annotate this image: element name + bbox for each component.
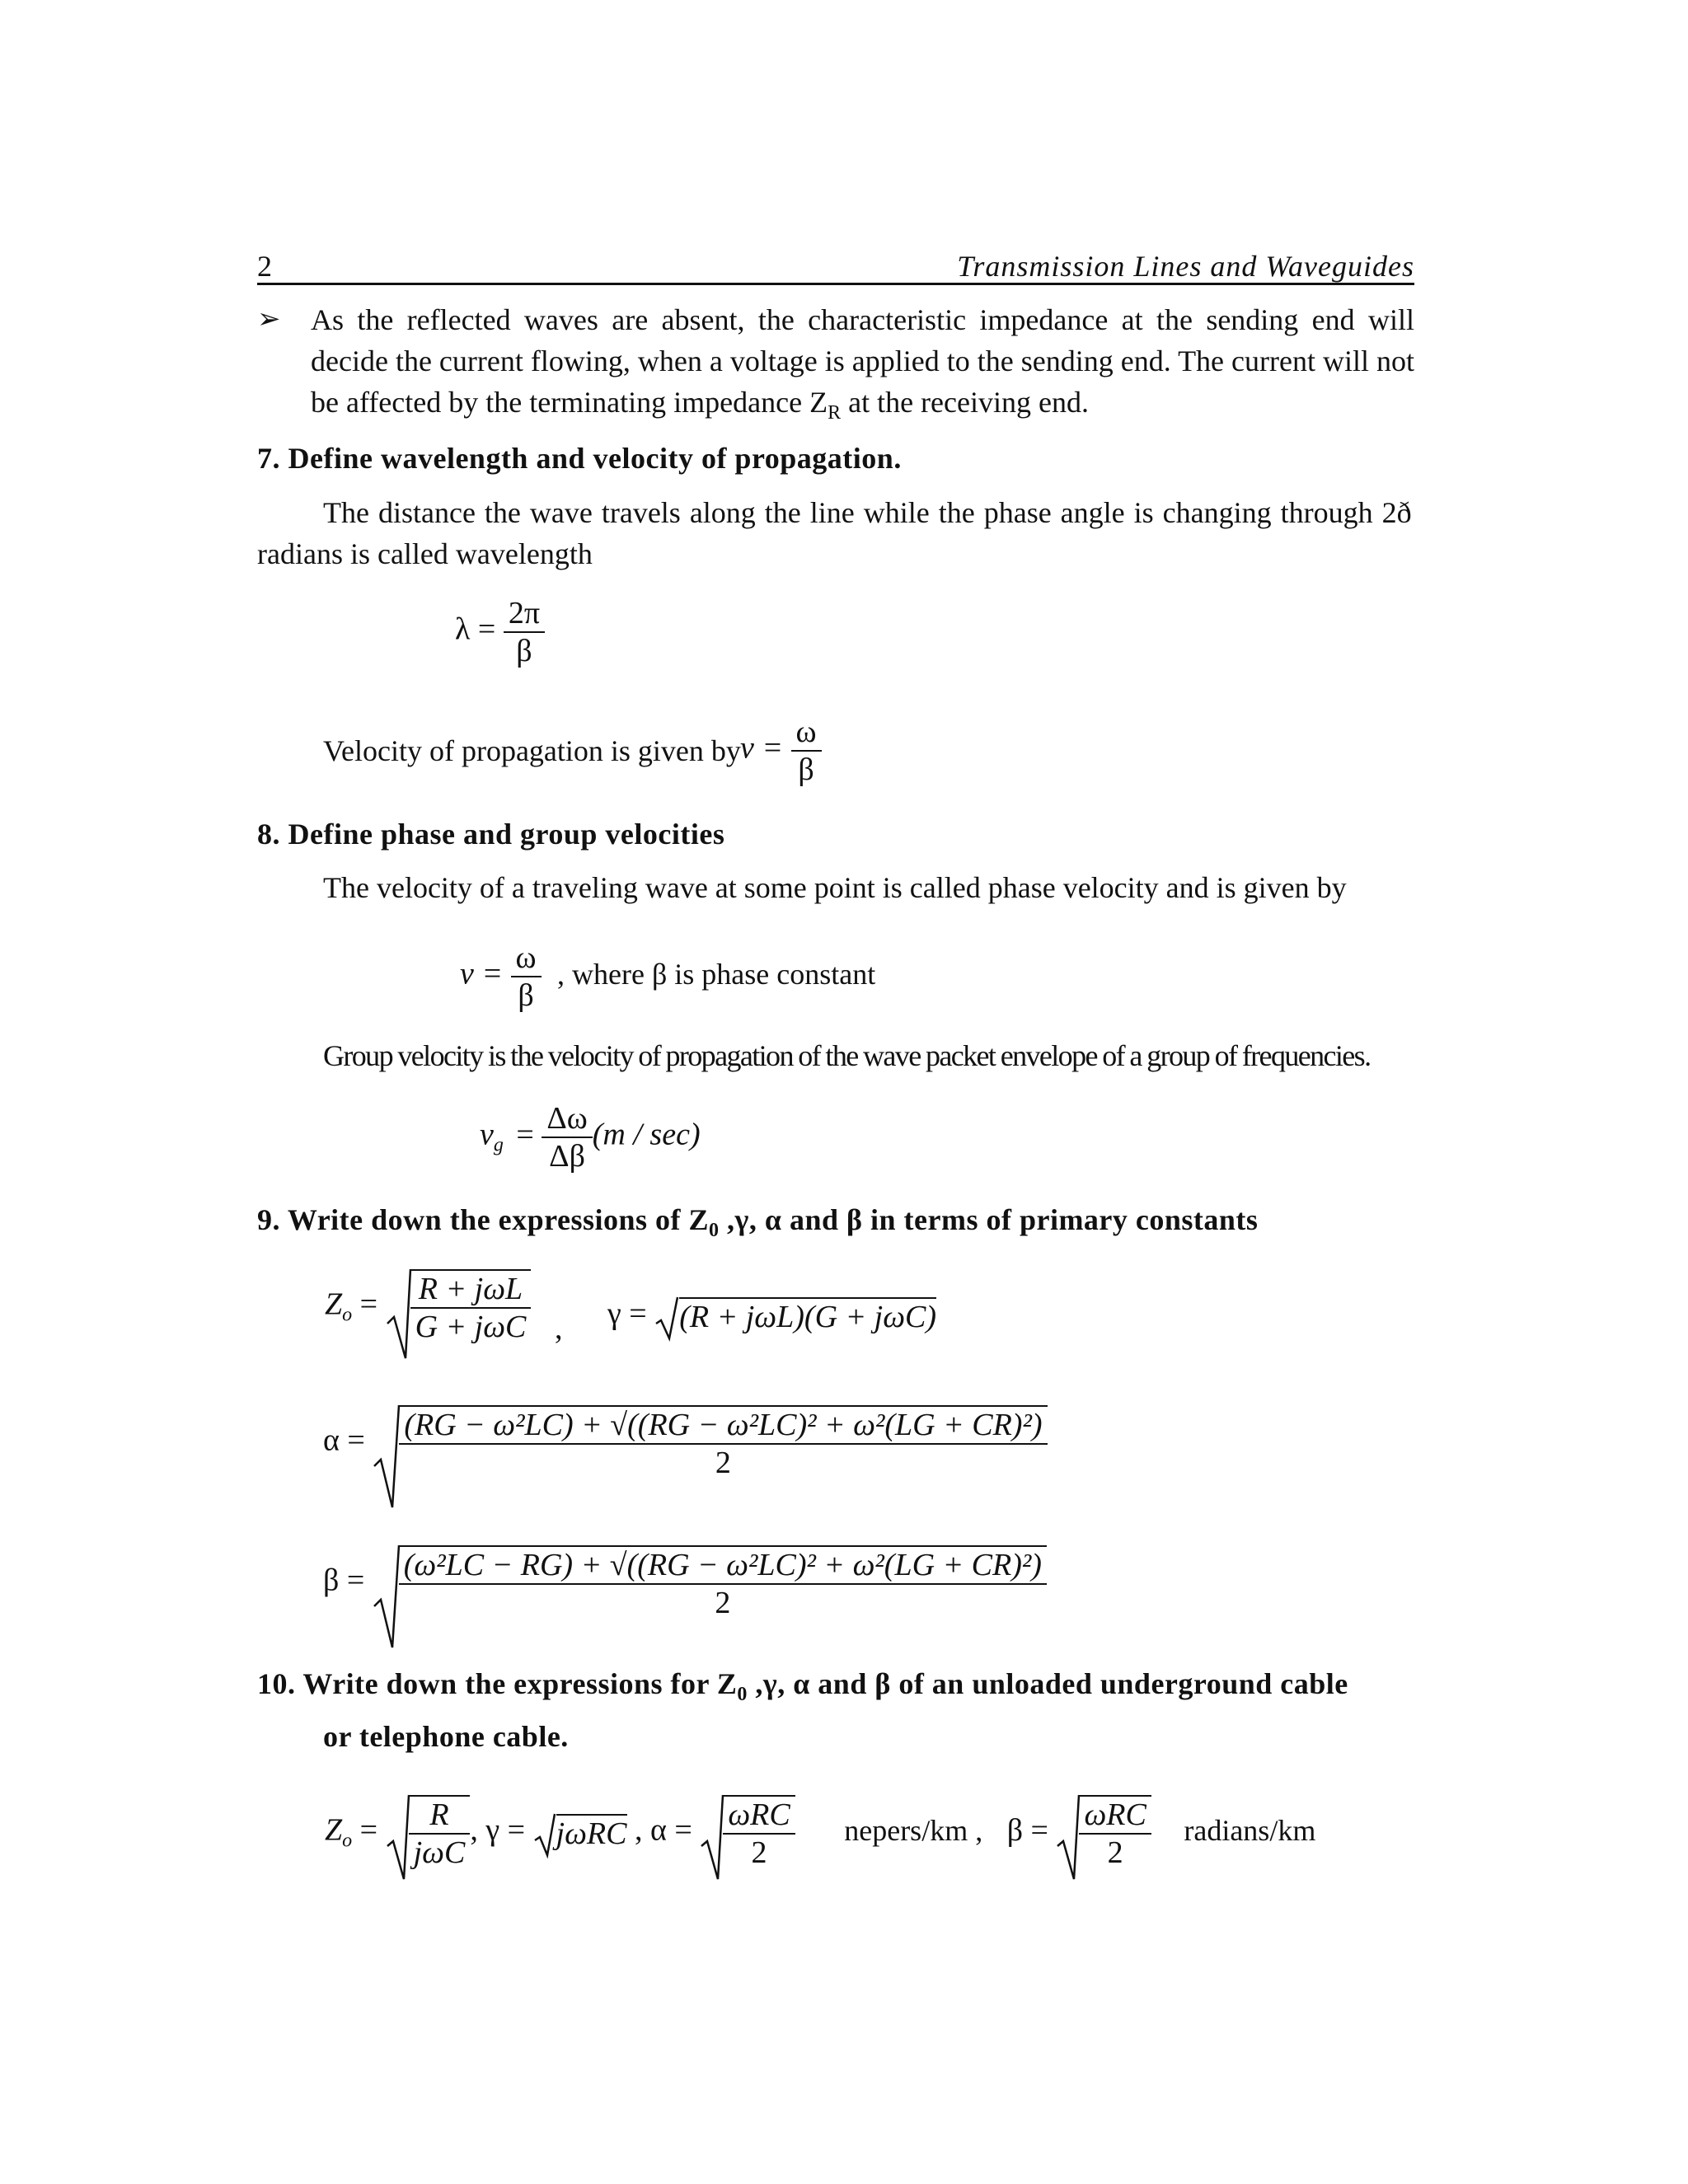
- alpha-den: 2: [399, 1443, 1047, 1481]
- group-lhs: v: [480, 1117, 494, 1152]
- velocity-formula: [740, 714, 822, 788]
- radical-sign-icon: [373, 1405, 401, 1509]
- cable-alpha-radical: [700, 1795, 795, 1871]
- alpha-lhs: α =: [323, 1422, 365, 1458]
- radical-sign-icon: [386, 1269, 412, 1360]
- cable-alpha-fraction: [723, 1797, 795, 1871]
- cable-z0-lhs: Z: [325, 1812, 343, 1848]
- radical-sign-icon: [1056, 1795, 1081, 1881]
- cable-beta-fraction: [1079, 1797, 1151, 1871]
- q9-heading: [257, 1199, 1258, 1251]
- cable-z0-lhs-sub: o: [342, 1830, 353, 1852]
- q9-heading-sub: 0: [709, 1220, 720, 1241]
- z0-eq: =: [359, 1286, 378, 1322]
- alpha-formula: [323, 1405, 1048, 1481]
- z0-gamma-separator: ,: [555, 1311, 563, 1346]
- z0-formula: [325, 1269, 531, 1345]
- cable-alpha-den: 2: [723, 1833, 795, 1871]
- radical-sign-icon: [654, 1297, 681, 1340]
- lambda-lhs: λ =: [455, 612, 496, 647]
- phase-velocity-formula: [460, 940, 875, 1014]
- beta-radical: [373, 1545, 1047, 1621]
- cable-z0-eq: =: [359, 1812, 378, 1848]
- group-fraction: [542, 1100, 592, 1174]
- group-den: Δβ: [542, 1137, 592, 1174]
- radical-sign-icon: [700, 1795, 724, 1881]
- header-rule: [257, 283, 1414, 285]
- group-velocity-text: Group velocity is the velocity of propagation of the wave packet envelope of a group of frequencies.: [323, 1039, 1371, 1072]
- bullet-paragraph: [311, 299, 1414, 434]
- cable-z0-den: jωC: [409, 1833, 471, 1871]
- radical-sign-icon: [386, 1795, 410, 1881]
- lambda-fraction: [504, 595, 545, 669]
- cable-beta-num: ωRC: [1084, 1797, 1146, 1832]
- q9-heading-text: 9. Write down the expressions of Z: [257, 1203, 710, 1236]
- cable-alpha-unit: nepers/km ,: [844, 1813, 983, 1847]
- phase-note: , where β is phase constant: [557, 957, 876, 991]
- radical-sign-icon: [533, 1814, 558, 1857]
- velocity-lhs: v =: [740, 730, 784, 766]
- beta-lhs: β =: [323, 1563, 365, 1598]
- group-eq: =: [516, 1117, 534, 1152]
- q7-heading: 7. Define wavelength and velocity of propagation.: [257, 442, 902, 475]
- bullet-arrow-icon: ➢: [257, 304, 281, 335]
- z0-fraction: [410, 1271, 532, 1345]
- q9-heading-text-end: ,γ, α and β in terms of primary constants: [719, 1203, 1259, 1236]
- phase-den: β: [511, 976, 542, 1014]
- velocity-text: Velocity of propagation is given by: [323, 734, 741, 767]
- running-title: Transmission Lines and Waveguides: [957, 250, 1414, 283]
- velocity-den: β: [791, 750, 822, 788]
- beta-formula: [323, 1545, 1047, 1621]
- velocity-fraction: [791, 714, 822, 788]
- wavelength-formula: [455, 595, 545, 669]
- phase-fraction: [511, 940, 542, 1014]
- q10-heading-line2: or telephone cable.: [323, 1720, 569, 1753]
- beta-num: (ω²LC − RG) + √((RG − ω²LC)² + ω²(LG + CR)²): [403, 1548, 1042, 1582]
- gamma-lhs: γ =: [607, 1296, 647, 1331]
- gamma-formula: [607, 1296, 936, 1335]
- cable-beta-lhs: β =: [1006, 1812, 1048, 1848]
- cable-beta-unit: radians/km: [1184, 1813, 1316, 1847]
- q10-formula-row: [325, 1795, 1315, 1871]
- cable-z0-radical: [386, 1795, 471, 1871]
- q10-heading-text: 10. Write down the expressions for Z: [257, 1667, 738, 1700]
- lambda-num: 2π: [508, 596, 541, 630]
- cable-gamma-lhs: , γ =: [470, 1812, 526, 1848]
- phase-lhs: v =: [460, 956, 504, 991]
- z0-lhs-sub: o: [342, 1304, 353, 1326]
- alpha-num: (RG − ω²LC) + √((RG − ω²LC)² + ω²(LG + CR)²): [404, 1408, 1043, 1442]
- group-unit: (m / sec): [592, 1117, 701, 1152]
- bullet-subscript: R: [828, 402, 842, 424]
- cable-alpha-num: ωRC: [728, 1797, 790, 1832]
- q8-heading: 8. Define phase and group velocities: [257, 818, 725, 851]
- beta-fraction: [399, 1547, 1047, 1621]
- page-number: 2: [257, 250, 272, 283]
- cable-beta-radical: [1056, 1795, 1151, 1871]
- q10-heading-sub: 0: [737, 1684, 748, 1705]
- beta-den: 2: [399, 1583, 1047, 1621]
- bullet-text: As the reflected waves are absent, the characteristic impedance at the sending end will decide the current flowing, when a voltage is applied to the sending end. The current will not be affected by the terminating impedance Z: [311, 303, 1414, 419]
- phase-velocity-text: The velocity of a traveling wave at some point is called phase velocity and is given by: [323, 871, 1347, 904]
- bullet-text-end: at the receiving end.: [841, 386, 1089, 419]
- group-velocity-formula: [480, 1100, 701, 1174]
- q10-heading-line1: [257, 1663, 1348, 1715]
- alpha-radical: [373, 1405, 1047, 1481]
- group-num: Δω: [546, 1101, 588, 1136]
- cable-gamma-radical: [533, 1814, 627, 1852]
- gamma-radicand: (R + jωL)(G + jωC): [679, 1297, 936, 1335]
- velocity-num: ω: [795, 715, 817, 749]
- q7-para-line1: The distance the wave travels along the line while the phase angle is changing through 2ð: [323, 496, 1412, 529]
- q10-heading-text-end: ,γ, α and β of an unloaded underground cable: [747, 1667, 1348, 1700]
- cable-z0-fraction: [409, 1797, 471, 1871]
- gamma-radical: [654, 1297, 936, 1335]
- z0-radical: [386, 1269, 532, 1345]
- z0-lhs: Z: [325, 1286, 343, 1322]
- phase-num: ω: [515, 940, 537, 975]
- lambda-den: β: [504, 631, 545, 669]
- z0-den: G + jωC: [410, 1307, 532, 1345]
- cable-beta-den: 2: [1079, 1833, 1151, 1871]
- cable-z0-num: R: [429, 1797, 449, 1832]
- cable-gamma-radicand: jωRC: [556, 1814, 627, 1852]
- group-lhs-sub: g: [493, 1134, 504, 1156]
- q7-para-line2: radians is called wavelength: [257, 537, 593, 570]
- radical-sign-icon: [373, 1545, 401, 1649]
- cable-alpha-lhs: , α =: [635, 1812, 692, 1848]
- alpha-fraction: [399, 1407, 1047, 1481]
- z0-num: R + jωL: [418, 1272, 523, 1306]
